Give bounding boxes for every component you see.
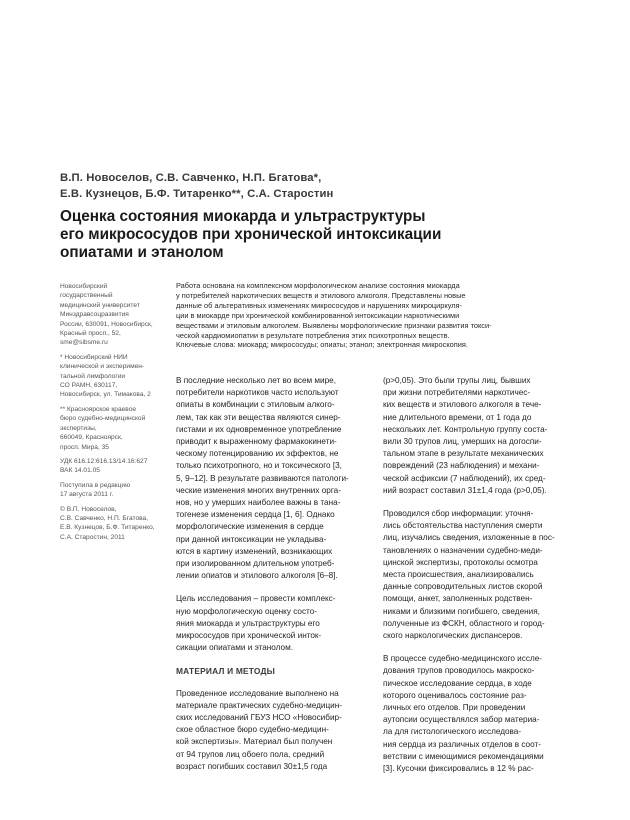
text-line: 5, 9–12]. В результате развиваются патологи- xyxy=(176,473,349,483)
text-line: Проводился сбор информации: уточня- xyxy=(383,509,534,519)
text-line: места происшествия, анализировались xyxy=(383,570,534,580)
text-line: Минздравсоцразвития xyxy=(60,311,129,319)
text-line: лись обстоятельства наступления смерти xyxy=(383,521,543,531)
text-line: морфологические изменения в сердце xyxy=(176,522,324,532)
copyright xyxy=(60,505,170,543)
text-line: полученные из ФСКН, областного и город- xyxy=(383,618,545,628)
text-line: © В.П. Новоселов, xyxy=(60,505,117,513)
received-date xyxy=(60,481,170,500)
text-line: его микрососудов при хронической интоксикации xyxy=(60,226,442,243)
text-line: тальном этапе в результате механических xyxy=(383,449,544,459)
paragraph xyxy=(383,653,583,775)
text-line: В.П. Новоселов, С.В. Савченко, Н.П. Бгатова*, xyxy=(60,172,322,184)
text-line: УДК 616.12:616.13/14.16:627 xyxy=(60,457,148,465)
text-line: экспертизы, xyxy=(60,424,97,432)
text-line: Красный просп., 52, xyxy=(60,330,121,338)
text-line: яния миокарда и ультраструктуры его xyxy=(176,618,320,628)
paragraph xyxy=(176,688,364,773)
text-line: ческой кардиомиопатии в результате потребления этих психотропных веществ. xyxy=(176,330,450,340)
text-line: ческому потенцированию их эффектов, не xyxy=(176,449,339,459)
text-line: при изолированном длительном употреб- xyxy=(176,559,335,569)
text-line: от 94 трупов лиц обоего пола, средний xyxy=(176,749,325,759)
text-line: Е.В. Кузнецов, Б.Ф. Титаренко**, С.А. Старостин xyxy=(60,188,334,200)
text-line: Новосибирский xyxy=(60,283,108,290)
text-line: ских исследований ГБУЗ НСО «Новосибир- xyxy=(176,713,342,723)
paragraph xyxy=(383,375,583,497)
text-line: пическое исследование сердца, в ходе xyxy=(383,678,532,688)
text-line: лем, так как эти вещества являются синер- xyxy=(176,412,341,422)
text-line: никами и близкими погибшего, сведения, xyxy=(383,606,540,616)
text-line: ции в миокарде при хронической комбинированной интоксикации наркотическими xyxy=(176,310,460,320)
text-line: кой экспертизы». Материал был получен xyxy=(176,737,333,747)
text-line: ского наркологических диспансеров. xyxy=(383,631,523,641)
text-line: ское областное бюро судебно-медицин- xyxy=(176,725,329,735)
text-line: данные об альтеративных изменениях микрососудов и нарушениях микроциркуля- xyxy=(176,300,463,310)
text-line: потребители наркотиков часто используют xyxy=(176,388,339,398)
text-line: только психотропного, но и токсического [3, xyxy=(176,461,342,471)
authors xyxy=(60,170,580,202)
text-line: Новосибирск, ул. Тимакова, 2 xyxy=(60,391,151,399)
text-line: государственный xyxy=(60,292,113,300)
udk-codes xyxy=(60,457,170,476)
text-line: приводит к выраженному фармакокинети- xyxy=(176,437,337,447)
text-line: дования трупов проводилось макроско- xyxy=(383,666,535,676)
text-line: ную морфологическую оценку состо- xyxy=(176,606,317,616)
body-column-2 xyxy=(383,375,583,786)
text-line: помощи, анкет, заполненных родствен- xyxy=(383,594,533,604)
text-line: СО РАМН, 630117, xyxy=(60,382,118,390)
text-line: ний возраст составил 31±1,4 года (p>0,05). xyxy=(383,485,547,495)
text-line: тальной лимфологии xyxy=(60,372,126,380)
affiliation-2 xyxy=(60,353,170,400)
text-line: Ключевые слова: миокард; микрососуды; опиаты; этанол; электронная микроскопия. xyxy=(176,340,468,350)
text-line: 17 августа 2011 г. xyxy=(60,491,114,499)
text-line: Поступила в редакцию xyxy=(60,481,131,489)
text-line: клинической и эксперимен- xyxy=(60,363,145,371)
text-line: личных его отделов. При проведении xyxy=(383,703,526,713)
text-line: (p>0,05). Это были трупы лиц, бывших xyxy=(383,376,531,385)
text-line: при жизни потребителями наркотичес- xyxy=(383,388,531,398)
text-line: сикации опиатами и этанолом. xyxy=(176,643,293,653)
text-line: просп. Мира, 35 xyxy=(60,443,109,451)
text-line: цинской экспертизы, протоколы осмотра xyxy=(383,557,538,567)
text-line: В последние несколько лет во всем мире, xyxy=(176,376,336,385)
text-line: ния сердца из различных отделов в соот- xyxy=(383,739,541,749)
text-line: нескольких лет. Контрольную группу соста- xyxy=(383,424,548,434)
body-column-1 xyxy=(176,375,364,784)
text-line: В процессе судебно-медицинского иссле- xyxy=(383,654,542,664)
text-line: ких веществ и этилового алкоголя в тече- xyxy=(383,400,542,410)
section-heading: МАТЕРИАЛ И МЕТОДЫ xyxy=(176,666,276,677)
article-title xyxy=(60,208,600,262)
affiliation-3 xyxy=(60,405,170,452)
text-line: лиц, изучались сведения, изложенные в пос- xyxy=(383,533,555,543)
text-line: * Новосибирский НИИ xyxy=(60,353,128,361)
affiliation-1 xyxy=(60,282,170,348)
text-line: тогенезе изменения сердца [1, 6]. Однако xyxy=(176,510,335,520)
text-line: ** Красноярское краевое xyxy=(60,405,137,413)
text-line: материале практических судебно-медицин- xyxy=(176,700,342,710)
text-line: нов, но у умерших наиболее важны в тана- xyxy=(176,498,341,508)
paragraph xyxy=(176,375,364,582)
text-line: лении опиатов и этилового алкоголя [6–8]. xyxy=(176,571,338,581)
text-line: ются в картину изменений, возникающих xyxy=(176,546,333,556)
text-line: ческой асфиксии (7 наблюдений), их сред- xyxy=(383,473,546,483)
text-line: микрососудов при хронической инток- xyxy=(176,631,322,641)
text-line: Цель исследования – провести комплекс- xyxy=(176,594,336,604)
text-line: ВАК 14.01.05 xyxy=(60,467,100,475)
text-line: sme@sibsme.ru xyxy=(60,339,108,347)
text-line: веществами и этиловым алкоголем. Выявлены морфологические признаки развития токси- xyxy=(176,320,492,330)
paragraph xyxy=(383,508,583,642)
text-line: [3]. Кусочки фиксировались в 12 % рас- xyxy=(383,764,534,774)
text-line: ветствии с имеющимися рекомендациями xyxy=(383,751,544,761)
text-line: повреждений (23 наблюдения) и механи- xyxy=(383,461,540,471)
abstract xyxy=(176,281,576,350)
text-line: которого оценивалось состояние раз- xyxy=(383,690,527,700)
text-line: данные сопроводительных листов скорой xyxy=(383,582,543,592)
text-line: медицинский университет xyxy=(60,301,140,309)
text-line: гистами и их одновременное употребление xyxy=(176,424,342,434)
text-line: ческие изменения многих внутренних орга- xyxy=(176,485,341,495)
text-line: тановлениях о назначении судебно-меди- xyxy=(383,545,543,555)
text-line: ние длительного времени, от 1 года до xyxy=(383,412,532,422)
text-line: Работа основана на комплексном морфологическом анализе состояния миокарда xyxy=(176,281,460,290)
text-line: С.В. Савченко, Н.П. Бгатова, xyxy=(60,514,149,522)
text-line: бюро судебно-медицинской xyxy=(60,415,146,423)
text-line: при данной интоксикации не укладыва- xyxy=(176,534,327,544)
text-line: Е.В. Кузнецов, Б.Ф. Титаренко, xyxy=(60,524,155,532)
paragraph xyxy=(176,593,364,654)
text-line: Проведенное исследование выполнено на xyxy=(176,688,339,698)
text-line: возраст погибших составил 30±1,5 года xyxy=(176,761,328,771)
text-line: опиаты в комбинации с этиловым алкого- xyxy=(176,400,335,410)
text-line: С.А. Старостин, 2011 xyxy=(60,533,125,541)
text-line: России, 630091, Новосибирск, xyxy=(60,320,153,328)
text-line: Оценка состояния миокарда и ультраструктуры xyxy=(60,208,426,225)
text-line: опиатами и этанолом xyxy=(60,244,224,261)
sidebar xyxy=(60,282,170,547)
text-line: у потребителей наркотических веществ и этилового алкоголя. Представлены новые xyxy=(176,290,466,300)
text-line: ла для гистологического исследова- xyxy=(383,727,522,737)
text-line: 660049, Красноярск, xyxy=(60,434,123,442)
text-line: вили 30 трупов лиц, умерших на догоспи- xyxy=(383,437,542,447)
text-line: аутопсии осуществлялся забор материа- xyxy=(383,715,540,725)
